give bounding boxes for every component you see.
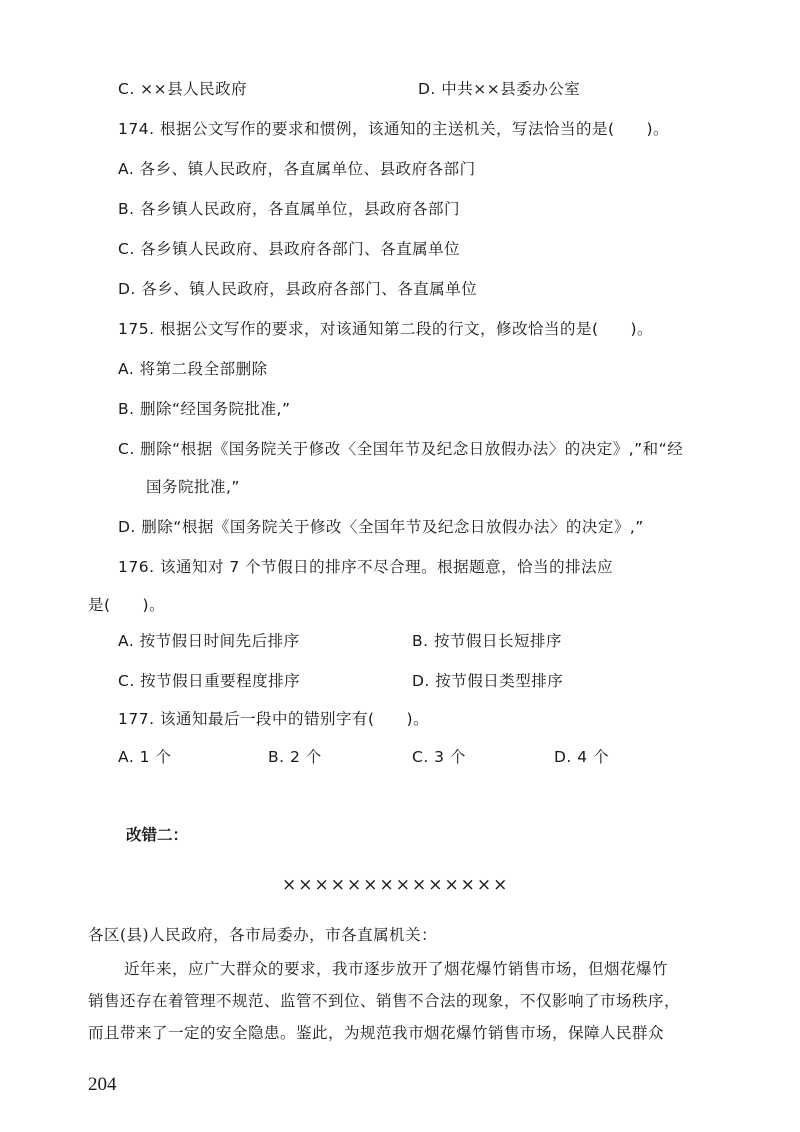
- section-heading: 改错二：: [126, 826, 189, 844]
- q173-option-d: D. 中共××县委办公室: [418, 80, 581, 98]
- q175-option-b: B. 删除“经国务院批准,”: [118, 400, 291, 418]
- q176-stem-cont: 是( )。: [88, 596, 166, 614]
- q177-stem: 177. 该通知最后一段中的错别字有( )。: [118, 710, 430, 728]
- q176-option-b: B. 按节假日长短排序: [412, 632, 562, 650]
- q176-stem: 176. 该通知对 7 个节假日的排序不尽合理。根据题意，恰当的排法应: [118, 558, 614, 576]
- q174-option-d: D. 各乡、镇人民政府，县政府各部门、各直属单位: [118, 280, 478, 298]
- document-title: ××××××××××××××: [282, 875, 510, 895]
- body-line-2: 销售还存在着管理不规范、监管不到位、销售不合法的现象，不仅影响了市场秩序，: [88, 992, 681, 1010]
- q175-option-c-cont: 国务院批准,”: [146, 478, 240, 496]
- q176-option-a: A. 按节假日时间先后排序: [118, 632, 300, 650]
- q175-stem: 175. 根据公文写作的要求，对该通知第二段的行文，修改恰当的是( )。: [118, 320, 654, 338]
- q175-option-a: A. 将第二段全部删除: [118, 360, 268, 378]
- q175-option-c: C. 删除“根据《国务院关于修改〈全国年节及纪念日放假办法〉的决定》,”和“经: [118, 440, 684, 458]
- q177-option-c: C. 3 个: [412, 748, 466, 766]
- body-line-1: 近年来，应广大群众的要求，我市逐步放开了烟花爆竹销售市场，但烟花爆竹: [124, 960, 669, 978]
- q175-option-d: D. 删除“根据《国务院关于修改〈全国年节及纪念日放假办法〉的决定》,”: [118, 518, 644, 536]
- q177-option-b: B. 2 个: [268, 748, 322, 766]
- q176-option-d: D. 按节假日类型排序: [412, 672, 564, 690]
- q174-option-c: C. 各乡镇人民政府、县政府各部门、各直属单位: [118, 240, 461, 258]
- q176-option-c: C. 按节假日重要程度排序: [118, 672, 301, 690]
- recipients: 各区(县)人民政府，各市局委办，市各直属机关：: [88, 926, 438, 944]
- body-line-3: 而且带来了一定的安全隐患。鉴此，为规范我市烟花爆竹销售市场，保障人民群众: [88, 1024, 665, 1042]
- q173-option-c: C. ××县人民政府: [118, 80, 248, 98]
- q174-stem: 174. 根据公文写作的要求和惯例，该通知的主送机关，写法恰当的是( )。: [118, 120, 670, 138]
- q174-option-a: A. 各乡、镇人民政府，各直属单位、县政府各部门: [118, 160, 476, 178]
- q177-option-d: D. 4 个: [554, 748, 610, 766]
- page-number: 204: [88, 1074, 117, 1095]
- q177-option-a: A. 1 个: [118, 748, 172, 766]
- q174-option-b: B. 各乡镇人民政府，各直属单位，县政府各部门: [118, 200, 460, 218]
